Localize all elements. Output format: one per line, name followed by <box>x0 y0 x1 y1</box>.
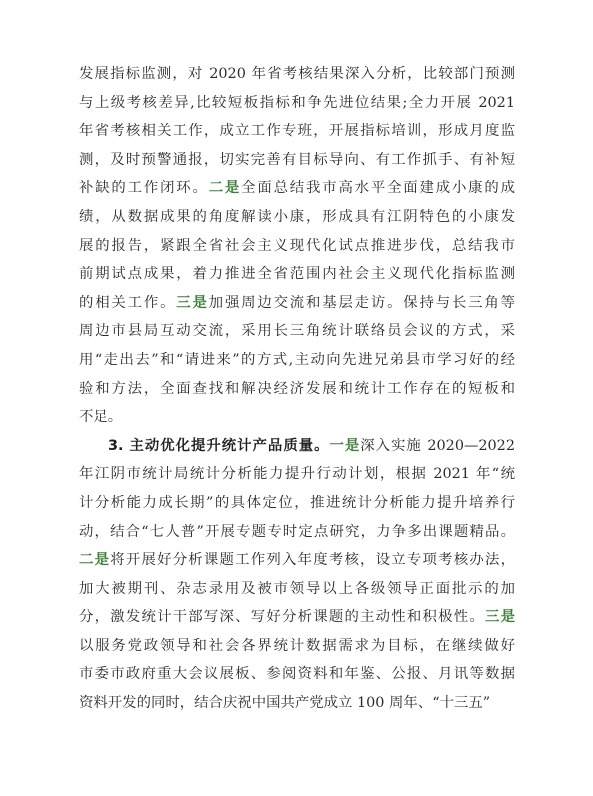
paragraph-statistics-monitoring <box>79 60 515 432</box>
text-line <box>79 546 515 575</box>
text-segment: 分，激发统计干部写深、写好分析课题的主动性和积极性。 <box>79 609 485 626</box>
highlight-marker-three: 三是 <box>484 609 515 626</box>
text-line: 验和方法，全面查找和解决经济发展和统计工作存在的短板和 <box>79 380 515 397</box>
text-line <box>79 432 515 461</box>
text-line: 绩，从数据成果的角度解读小康，形成具有江阴特色的小康发 <box>79 208 515 225</box>
text-line <box>79 174 515 203</box>
text-line: 周边市县局互动交流，采用长三角统计联络员会议的方式，采 <box>79 323 515 340</box>
text-segment: 加强周边交流和基层走访。保持与长三角等 <box>208 294 515 311</box>
text-line <box>79 603 515 632</box>
text-line: 发展指标监测，对 2020 年省考核结果深入分析，比较部门预测 <box>79 66 515 82</box>
text-line: 以服务党政领导和社会各界统计数据需求为目标，在继续做好 <box>79 637 515 654</box>
document-page <box>79 60 515 718</box>
text-segment: 补缺的工作闭环。 <box>79 180 209 197</box>
text-segment: 将开展好分析课题工作列入年度考核，设立专项考核办法， <box>110 552 515 569</box>
text-line: 年省考核相关工作，成立工作专班，开展指标培训，形成月度监 <box>79 123 515 140</box>
text-segment: 的相关工作。 <box>79 294 177 311</box>
text-line: 资料开发的同时，结合庆祝中国共产党成立 100 周年、“十三五” <box>79 695 491 712</box>
text-segment: 深入实施 2020—2022 <box>360 437 515 454</box>
text-line: 动，结合“七人普”开展专题专时定点研究，力争多出课题精品。 <box>79 523 515 540</box>
highlight-marker-two: 二是 <box>79 552 111 569</box>
text-line: 市委市政府重大会议展板、参阅资料和年鉴、公报、月讯等数据 <box>79 666 515 683</box>
text-line: 展的报告，紧跟全省社会主义现代化试点推进步伐，总结我市 <box>79 237 515 254</box>
highlight-marker-two: 二是 <box>208 180 242 197</box>
text-line: 计分析能力成长期”的具体定位，推进统计分析能力提升培养行 <box>79 494 515 511</box>
text-line: 年江阴市统计局统计分析能力提升行动计划，根据 2021 年“统 <box>79 466 515 483</box>
text-line: 用“走出去”和“请进来”的方式,主动向先进兄弟县市学习好的经 <box>79 351 515 368</box>
highlight-marker-one: 一是 <box>329 437 361 454</box>
paragraph-statistical-products <box>79 432 515 718</box>
text-line: 加大被期刊、杂志录用及被市领导以上各级领导正面批示的加 <box>79 580 515 597</box>
highlight-marker-three: 三是 <box>176 294 209 311</box>
text-line: 前期试点成果，着力推进全省范围内社会主义现代化指标监测 <box>79 266 515 283</box>
text-segment: 全面总结我市高水平全面建成小康的成 <box>241 180 515 197</box>
text-line: 不足。 <box>79 409 123 426</box>
section-heading: 3. 主动优化提升统计产品质量。 <box>108 437 330 454</box>
text-line: 测，及时预警通报，切实完善有目标导向、有工作抓手、有补短 <box>79 151 515 168</box>
text-line <box>79 289 515 318</box>
text-line: 与上级考核差异,比较短板指标和争先进位结果;全力开展 2021 <box>79 94 515 111</box>
